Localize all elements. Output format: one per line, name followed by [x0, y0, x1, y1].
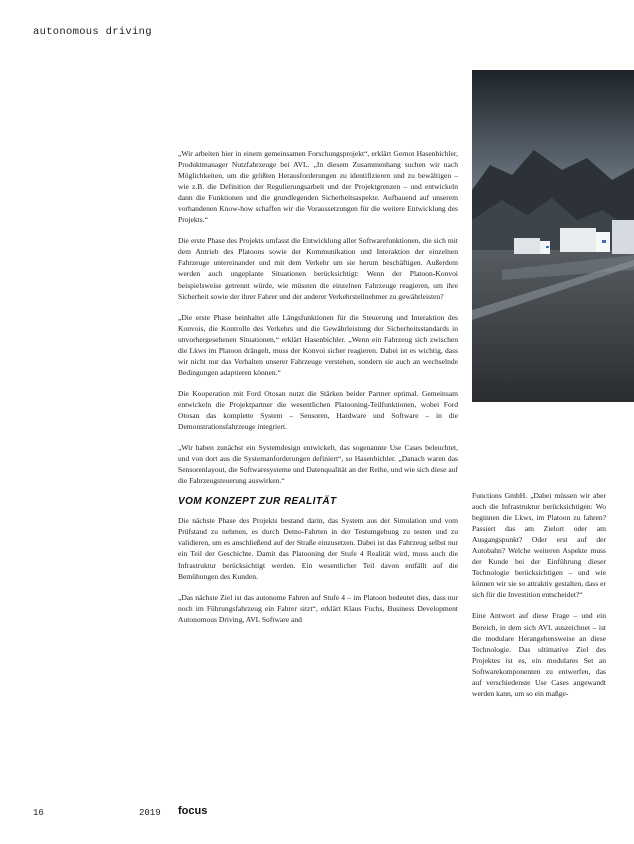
issue-year: 2019	[139, 808, 161, 818]
page-number: 16	[33, 808, 44, 818]
paragraph: „Die erste Phase beinhaltet alle Längsfunktionen für die Steuerung und Interaktion des Konvois, die Kontrolle des Verkehrs und die Gewährleistung der Sicherheitsstandards in unvorhergesehenen Situationen,“ erklärt Hasenbichler. „Wenn ein Fahrzeug sich zwischen die Lkws im Platoon drängelt, muss der Konvoi sicher reagieren. Dabei ist es wichtig, dass wir nicht nur das Verhalten unserer Fahrzeuge verstehen, sondern sie auch an wechselnde Bedingungen adaptieren können.“	[178, 312, 458, 377]
section-label: autonomous driving	[33, 26, 152, 38]
truck-platoon-photo	[472, 70, 634, 402]
paragraph: Die Kooperation mit Ford Otosan nutzt die Stärken beider Partner optimal. Gemeinsam entwickeln die Projektpartner die wesentlichen Platooning-Teilfunktionen, wobei Ford Otosan das komplette System – Sensoren, Hardware und Software – in die Demonstrationsfahrzeuge integriert.	[178, 388, 458, 432]
paragraph: Die nächste Phase des Projekts bestand darin, das System aus der Simulation und vom Prüfstand zu nehmen, es durch Demo-Fahrten in der Testumgebung zu testen und zu validieren, um es anschließend auf der Straße einzusetzen. Dabei ist das Fahrzeug selbst nur ein Teil der Geschichte. Damit das Platooning der Stufe 4 Realität wird, muss auch die Infrastruktur berücksichtigt werden. Ein wesentlicher Teil davon entfällt auf die Bemühungen des Kunden.	[178, 516, 458, 581]
paragraph: „Wir arbeiten hier in einem gemeinsamen Forschungsprojekt“, erklärt Gernot Hasenbichler, Produktmanager Nutzfahrzeuge bei AVL. „In diesem Zusammenhang suchen wir nach Möglichkeiten, um die größten Herausforderungen zu identifizieren und zu bewältigen – wie z.B. die Definition der Regulierungsarbeit und der Projektgrenzen – und entwickeln dann die Funktionen und die grundlegenden Sicherheitsaspekte. Aufbauend auf unserem vorhandenen Know-how schaffen wir die Voraussetzungen für die weitere Entwicklung des Projekts.“	[178, 149, 458, 225]
main-text-column	[178, 148, 458, 635]
side-text-column	[472, 490, 606, 709]
paragraph: „Wir haben zunächst ein Systemdesign entwickelt, das sogenannte Use Cases beleuchtet, und von dort aus die Systemanforderungen definiert“, so Hasenbichler. „Danach waren das Sensorenlayout, die Softwaresysteme und Datenqualität an der Reihe, und wie sich diese auf die Fahrzeugsteuerung auswirken.“	[178, 443, 458, 486]
paragraph: Die erste Phase des Projekts umfasst die Entwicklung aller Softwarefunktionen, die sich mit dem Antrieb des Platoons sowie der Kommunikation und Interaktion der einzelnen Fahrzeuge untereinander und mit dem Verkehr um sie herum beschäftigen. Außerdem werden auch ungeplante Situationen berücksichtigt: Wenn der Platoon-Konvoi beispielsweise getrennt würde, wie müssten die einzelnen Fahrzeuge reagieren, um ihre Sicherheit sowie der ihrer Fahrer und der anderer Verkehrsteilnehmer zu gewährleisten?	[178, 236, 458, 301]
magazine-logo: focus	[178, 805, 208, 817]
paragraph: Eine Antwort auf diese Frage – und ein Bereich, in dem sich AVL auszeichnet – ist die modulare Herangehensweise an diese Technologie. Das ultimative Ziel des Projektes ist es, ein modulares Set an Softwarekomponenten zu entwerfen, das auf verschiedenste Use Cases angewandt werden kann, um so ein maßge-	[472, 611, 606, 698]
section-subheading: VOM KONZEPT ZUR REALITÄT	[178, 496, 337, 508]
paragraph: Functions GmbH. „Dabei müssen wir aber auch die Infrastruktur berücksichtigen: Wo beginnen die Lkws, im Platoon zu fahren? Passiert das am Zielort oder am Ausgangspunkt? Oder erst auf der Autobahn? Welche weiteren Aspekte muss der Kunde bei der Einführung dieser Technologie berücksichtigen – und wie können wir sie so attraktiv gestalten, dass er sich für die Investition entscheidet?“	[472, 491, 606, 600]
paragraph: „Das nächste Ziel ist das autonome Fahren auf Stufe 4 – im Platoon bedeutet dies, dass nur noch im Führungsfahrzeug ein Fahrer sitzt“, erklärt Klaus Fuchs, Business Development Autonomous Driving, AVL Software and	[178, 592, 458, 624]
